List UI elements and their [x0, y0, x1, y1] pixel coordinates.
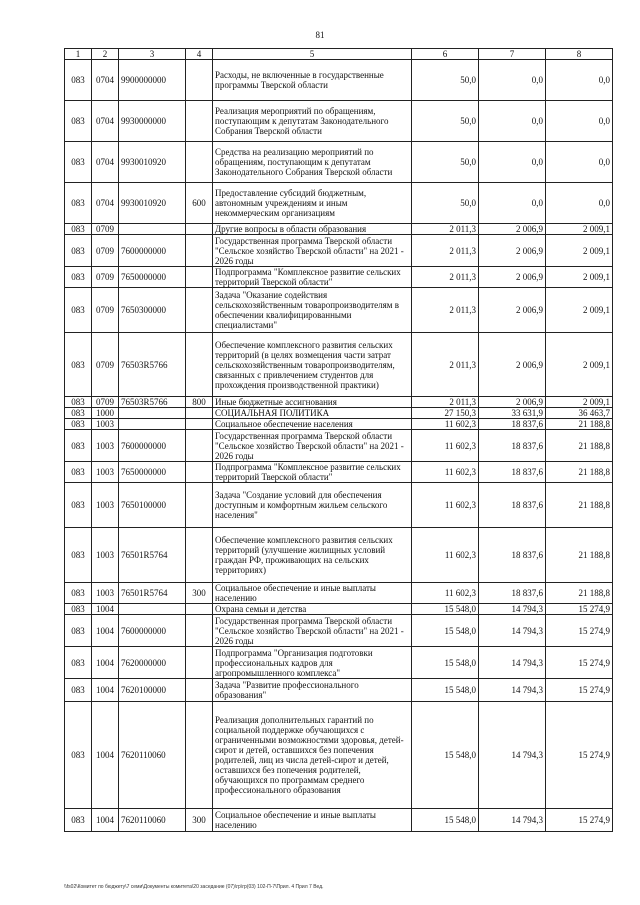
cell-amount-3: 21 188,8	[546, 528, 613, 583]
cell-target: 9930010920	[119, 183, 186, 224]
cell-expense-type	[186, 60, 213, 101]
cell-section: 0709	[92, 267, 119, 288]
cell-chapter: 083	[65, 235, 92, 267]
cell-section: 0704	[92, 183, 119, 224]
cell-target: 9930010920	[119, 142, 186, 183]
cell-target: 76503R5766	[119, 333, 186, 397]
cell-expense-type	[186, 528, 213, 583]
cell-chapter: 083	[65, 408, 92, 419]
cell-amount-3: 2 009,1	[546, 288, 613, 333]
cell-expense-type	[186, 267, 213, 288]
header-row	[65, 49, 613, 60]
cell-amount-2: 0,0	[479, 183, 546, 224]
cell-chapter: 083	[65, 101, 92, 142]
cell-amount-1: 11 602,3	[412, 462, 479, 483]
header-col-3: 3	[119, 49, 186, 60]
cell-amount-3: 2 009,1	[546, 224, 613, 235]
table-row	[65, 333, 613, 397]
cell-chapter: 083	[65, 419, 92, 430]
cell-chapter: 083	[65, 60, 92, 101]
cell-description: Подпрограмма "Организация подготовки профессиональных кадров для агропромышленного комплекса"	[213, 647, 412, 679]
cell-section: 1000	[92, 408, 119, 419]
cell-amount-1: 2 011,3	[412, 224, 479, 235]
cell-amount-3: 36 463,7	[546, 408, 613, 419]
cell-description: Подпрограмма "Комплексное развитие сельских территорий Тверской области"	[213, 462, 412, 483]
cell-expense-type: 300	[186, 809, 213, 832]
cell-target	[119, 419, 186, 430]
cell-amount-3: 0,0	[546, 183, 613, 224]
cell-amount-3: 0,0	[546, 142, 613, 183]
table-row	[65, 419, 613, 430]
cell-amount-1: 15 548,0	[412, 679, 479, 702]
cell-expense-type	[186, 679, 213, 702]
cell-description: Иные бюджетные ассигнования	[213, 397, 412, 408]
cell-description: Государственная программа Тверской области "Сельское хозяйство Тверской области" на 2021 - 2026 годы	[213, 430, 412, 462]
cell-amount-1: 50,0	[412, 60, 479, 101]
cell-description: Социальное обеспечение населения	[213, 419, 412, 430]
cell-section: 0704	[92, 142, 119, 183]
table-row	[65, 702, 613, 809]
table-row	[65, 604, 613, 615]
cell-chapter: 083	[65, 483, 92, 528]
cell-chapter: 083	[65, 288, 92, 333]
cell-expense-type	[186, 419, 213, 430]
cell-amount-3: 15 274,9	[546, 647, 613, 679]
cell-section: 1003	[92, 483, 119, 528]
cell-amount-3: 2 009,1	[546, 235, 613, 267]
cell-expense-type	[186, 288, 213, 333]
cell-section: 1004	[92, 702, 119, 809]
cell-section: 0709	[92, 235, 119, 267]
cell-description: Реализация мероприятий по обращениям, поступающим к депутатам Законодательного Собрания Тверской области	[213, 101, 412, 142]
cell-target: 7650000000	[119, 462, 186, 483]
cell-section: 0709	[92, 288, 119, 333]
cell-section: 1003	[92, 528, 119, 583]
cell-expense-type	[186, 235, 213, 267]
cell-target: 7650300000	[119, 288, 186, 333]
cell-target: 7620110060	[119, 702, 186, 809]
cell-description: Другие вопросы в области образования	[213, 224, 412, 235]
cell-description: Предоставление субсидий бюджетным, автономным учреждениям и иным некоммерческим организациям	[213, 183, 412, 224]
cell-amount-1: 15 548,0	[412, 647, 479, 679]
table-row	[65, 60, 613, 101]
table-row	[65, 647, 613, 679]
cell-section: 1003	[92, 419, 119, 430]
cell-section: 1003	[92, 430, 119, 462]
cell-section: 0709	[92, 397, 119, 408]
cell-amount-2: 14 794,3	[479, 615, 546, 647]
cell-expense-type: 300	[186, 583, 213, 604]
cell-amount-3: 15 274,9	[546, 702, 613, 809]
cell-description: Социальное обеспечение и иные выплаты населению	[213, 809, 412, 832]
cell-description: Государственная программа Тверской области "Сельское хозяйство Тверской области" на 2021 - 2026 годы	[213, 615, 412, 647]
header-col-7: 7	[479, 49, 546, 60]
table-row	[65, 430, 613, 462]
cell-chapter: 083	[65, 809, 92, 832]
cell-chapter: 083	[65, 615, 92, 647]
cell-section: 0704	[92, 101, 119, 142]
cell-expense-type	[186, 142, 213, 183]
cell-amount-3: 21 188,8	[546, 583, 613, 604]
cell-section: 0709	[92, 333, 119, 397]
cell-amount-2: 14 794,3	[479, 702, 546, 809]
cell-description: Подпрограмма "Комплексное развитие сельских территорий Тверской области"	[213, 267, 412, 288]
cell-target: 76501R5764	[119, 583, 186, 604]
cell-amount-2: 33 631,9	[479, 408, 546, 419]
cell-chapter: 083	[65, 604, 92, 615]
cell-amount-3: 2 009,1	[546, 397, 613, 408]
cell-target: 7620110060	[119, 809, 186, 832]
cell-amount-3: 21 188,8	[546, 419, 613, 430]
cell-amount-1: 50,0	[412, 101, 479, 142]
cell-target: 7600000000	[119, 430, 186, 462]
table-row	[65, 483, 613, 528]
table-row	[65, 101, 613, 142]
cell-section: 1003	[92, 583, 119, 604]
cell-amount-2: 2 006,9	[479, 224, 546, 235]
budget-table	[64, 48, 613, 832]
cell-amount-2: 0,0	[479, 142, 546, 183]
cell-expense-type	[186, 647, 213, 679]
cell-chapter: 083	[65, 528, 92, 583]
cell-chapter: 083	[65, 702, 92, 809]
cell-expense-type	[186, 604, 213, 615]
cell-target: 7650000000	[119, 267, 186, 288]
cell-chapter: 083	[65, 462, 92, 483]
table-row	[65, 679, 613, 702]
table-row	[65, 267, 613, 288]
cell-amount-1: 11 602,3	[412, 430, 479, 462]
cell-amount-3: 0,0	[546, 101, 613, 142]
cell-target: 76501R5764	[119, 528, 186, 583]
table-row	[65, 183, 613, 224]
cell-section: 1004	[92, 809, 119, 832]
cell-amount-2: 18 837,6	[479, 528, 546, 583]
header-col-5: 5	[213, 49, 412, 60]
cell-section: 0709	[92, 224, 119, 235]
footer-file-path: \\fs02\Комитет по бюджету\7 семи\Документы комитета\20 заседание (07)\гр\гр(03) 102-П-7\Прил. 4 Прил 7 Вед.	[64, 884, 324, 890]
cell-description: Обеспечение комплексного развития сельских территорий (улучшение жилищных условий граждан РФ, проживающих на сельских территориях)	[213, 528, 412, 583]
cell-amount-1: 11 602,3	[412, 419, 479, 430]
cell-amount-2: 14 794,3	[479, 679, 546, 702]
table-row	[65, 462, 613, 483]
cell-amount-3: 21 188,8	[546, 483, 613, 528]
cell-expense-type	[186, 408, 213, 419]
table-row	[65, 528, 613, 583]
cell-section: 1004	[92, 604, 119, 615]
cell-amount-2: 14 794,3	[479, 809, 546, 832]
cell-amount-1: 15 548,0	[412, 604, 479, 615]
cell-expense-type: 800	[186, 397, 213, 408]
cell-amount-2: 2 006,9	[479, 397, 546, 408]
cell-amount-1: 11 602,3	[412, 583, 479, 604]
cell-expense-type	[186, 430, 213, 462]
cell-chapter: 083	[65, 333, 92, 397]
cell-target: 76503R5766	[119, 397, 186, 408]
cell-amount-1: 2 011,3	[412, 333, 479, 397]
cell-amount-3: 21 188,8	[546, 462, 613, 483]
cell-amount-1: 15 548,0	[412, 702, 479, 809]
cell-chapter: 083	[65, 183, 92, 224]
cell-amount-3: 0,0	[546, 60, 613, 101]
cell-amount-1: 2 011,3	[412, 235, 479, 267]
cell-amount-1: 15 548,0	[412, 809, 479, 832]
cell-amount-1: 2 011,3	[412, 397, 479, 408]
cell-chapter: 083	[65, 224, 92, 235]
cell-expense-type	[186, 702, 213, 809]
cell-expense-type	[186, 483, 213, 528]
cell-amount-2: 18 837,6	[479, 430, 546, 462]
cell-chapter: 083	[65, 397, 92, 408]
cell-section: 0704	[92, 60, 119, 101]
cell-description: Задача "Создание условий для обеспечения доступным и комфортным жильем сельского населения"	[213, 483, 412, 528]
cell-expense-type	[186, 462, 213, 483]
cell-description: СОЦИАЛЬНАЯ ПОЛИТИКА	[213, 408, 412, 419]
cell-amount-1: 27 150,3	[412, 408, 479, 419]
header-col-1: 1	[65, 49, 92, 60]
cell-amount-1: 2 011,3	[412, 288, 479, 333]
cell-target: 9900000000	[119, 60, 186, 101]
cell-amount-3: 15 274,9	[546, 604, 613, 615]
cell-target	[119, 224, 186, 235]
cell-target: 7600000000	[119, 235, 186, 267]
cell-expense-type	[186, 101, 213, 142]
cell-description: Средства на реализацию мероприятий по обращениям, поступающим к депутатам Законодательного Собрания Тверской области	[213, 142, 412, 183]
cell-amount-1: 50,0	[412, 183, 479, 224]
cell-description: Социальное обеспечение и иные выплаты населению	[213, 583, 412, 604]
cell-expense-type: 600	[186, 183, 213, 224]
cell-amount-1: 11 602,3	[412, 528, 479, 583]
cell-target: 7620100000	[119, 679, 186, 702]
cell-section: 1004	[92, 679, 119, 702]
cell-amount-2: 0,0	[479, 101, 546, 142]
table-row	[65, 288, 613, 333]
cell-amount-2: 18 837,6	[479, 419, 546, 430]
cell-amount-2: 18 837,6	[479, 462, 546, 483]
table-row	[65, 408, 613, 419]
cell-amount-2: 14 794,3	[479, 647, 546, 679]
cell-expense-type	[186, 224, 213, 235]
cell-amount-3: 15 274,9	[546, 809, 613, 832]
cell-chapter: 083	[65, 142, 92, 183]
cell-amount-2: 18 837,6	[479, 583, 546, 604]
cell-amount-3: 21 188,8	[546, 430, 613, 462]
table-row	[65, 224, 613, 235]
cell-amount-2: 18 837,6	[479, 483, 546, 528]
table-row	[65, 615, 613, 647]
header-col-6: 6	[412, 49, 479, 60]
cell-chapter: 083	[65, 430, 92, 462]
cell-chapter: 083	[65, 647, 92, 679]
header-col-4: 4	[186, 49, 213, 60]
cell-amount-2: 0,0	[479, 60, 546, 101]
cell-chapter: 083	[65, 679, 92, 702]
cell-section: 1003	[92, 462, 119, 483]
cell-target	[119, 604, 186, 615]
cell-target: 9930000000	[119, 101, 186, 142]
cell-amount-2: 2 006,9	[479, 235, 546, 267]
cell-amount-1: 11 602,3	[412, 483, 479, 528]
table-row	[65, 583, 613, 604]
cell-section: 1004	[92, 615, 119, 647]
cell-amount-2: 2 006,9	[479, 333, 546, 397]
cell-target: 7600000000	[119, 615, 186, 647]
cell-section: 1004	[92, 647, 119, 679]
table-row	[65, 809, 613, 832]
table-row	[65, 142, 613, 183]
cell-expense-type	[186, 615, 213, 647]
cell-amount-3: 15 274,9	[546, 679, 613, 702]
cell-description: Реализация дополнительных гарантий по социальной поддержке обучающихся с ограниченными возможностями здоровья, детей-сирот и детей, оставшихся без попечения родителей, лиц из числа детей-сирот и детей, оставшихся без попечения родителей, обучающихся по программам среднего профессионального образования	[213, 702, 412, 809]
cell-amount-3: 2 009,1	[546, 333, 613, 397]
cell-chapter: 083	[65, 267, 92, 288]
header-col-8: 8	[546, 49, 613, 60]
cell-amount-3: 2 009,1	[546, 267, 613, 288]
header-col-2: 2	[92, 49, 119, 60]
cell-chapter: 083	[65, 583, 92, 604]
cell-amount-3: 15 274,9	[546, 615, 613, 647]
cell-amount-1: 15 548,0	[412, 615, 479, 647]
cell-amount-2: 2 006,9	[479, 267, 546, 288]
cell-amount-1: 2 011,3	[412, 267, 479, 288]
cell-description: Охрана семьи и детства	[213, 604, 412, 615]
cell-target: 7650100000	[119, 483, 186, 528]
cell-amount-2: 14 794,3	[479, 604, 546, 615]
cell-target: 7620000000	[119, 647, 186, 679]
table-row	[65, 235, 613, 267]
cell-target	[119, 408, 186, 419]
cell-description: Государственная программа Тверской области "Сельское хозяйство Тверской области" на 2021 - 2026 годы	[213, 235, 412, 267]
cell-description: Расходы, не включенные в государственные программы Тверской области	[213, 60, 412, 101]
cell-description: Задача "Оказание содействия сельскохозяйственным товаропроизводителям в обеспечении квалифицированными специалистами"	[213, 288, 412, 333]
table-row	[65, 397, 613, 408]
cell-amount-1: 50,0	[412, 142, 479, 183]
cell-description: Задача "Развитие профессионального образования"	[213, 679, 412, 702]
cell-description: Обеспечение комплексного развития сельских территорий (в целях возмещения части затрат сельскохозяйственным товаропроизводителям, связанных с привлечением студентов для прохождения производственной практики)	[213, 333, 412, 397]
cell-expense-type	[186, 333, 213, 397]
cell-amount-2: 2 006,9	[479, 288, 546, 333]
page-number: 81	[315, 30, 325, 40]
